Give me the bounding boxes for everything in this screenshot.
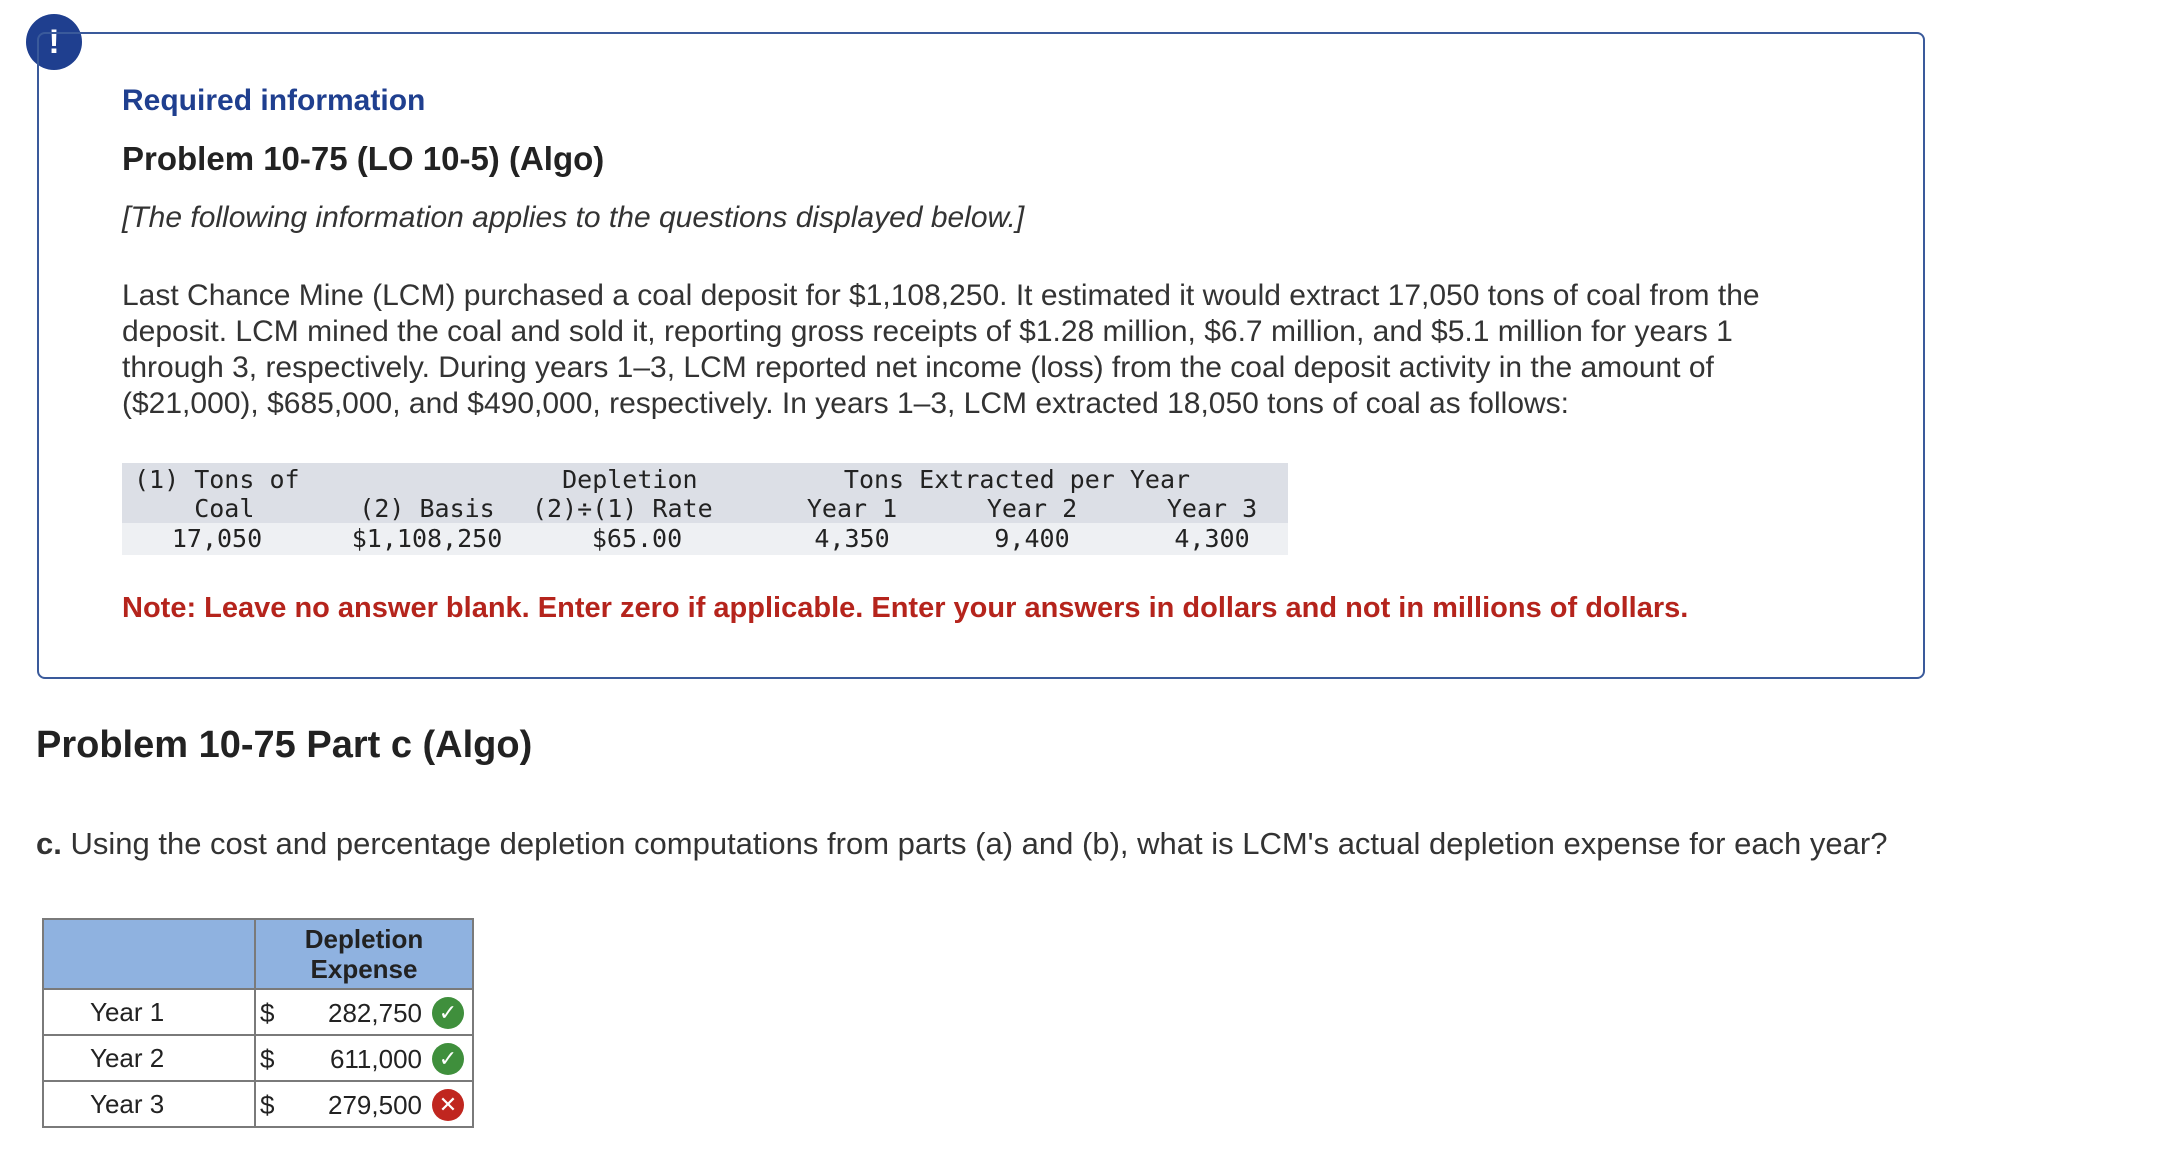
question-prefix: c. (36, 826, 62, 861)
checkmark-icon: ✓ (432, 997, 464, 1029)
answer-table-header-row (43, 919, 473, 989)
checkmark-icon: ✓ (432, 1043, 464, 1075)
problem-description (122, 278, 1842, 422)
extraction-data-table (122, 463, 1288, 555)
problem-title: Problem 10-75 (LO 10-5) (Algo) (122, 140, 605, 177)
currency-symbol: $ (260, 998, 275, 1028)
part-title: Problem 10-75 Part c (Algo) (36, 724, 533, 766)
answer-cell-year-1[interactable] (255, 989, 473, 1035)
cell-year-3: 4,300 (1174, 524, 1250, 553)
cell-depletion-rate: $65.00 (591, 524, 683, 553)
header-depletion-rate: Depletion (2)÷(1) Rate (532, 465, 713, 523)
cell-year-1: 4,350 (814, 524, 890, 553)
row-label-year-1: Year 1 (43, 989, 255, 1035)
answer-row (43, 1081, 473, 1127)
description-line: through 3, respectively. During years 1–3, LCM reported net income (loss) from the coal deposit activity in the amount of (122, 351, 1714, 384)
applies-note: [The following information applies to the questions displayed below.] (122, 201, 1025, 234)
row-label-year-2: Year 2 (43, 1035, 255, 1081)
row-label-year-3: Year 3 (43, 1081, 255, 1127)
answer-input-year-1[interactable]: 282,750 (328, 998, 422, 1028)
cell-tons-of-coal: 17,050 (171, 524, 263, 553)
currency-symbol: $ (260, 1090, 275, 1120)
alert-icon: ! (26, 14, 82, 70)
answer-row (43, 1035, 473, 1081)
extraction-table-row (122, 523, 1288, 555)
header-year-2: Year 2 (986, 494, 1078, 523)
question-body: Using the cost and percentage depletion computations from parts (a) and (b), what is LCM's actual depletion expense for each year? (61, 826, 1888, 861)
answer-row (43, 989, 473, 1035)
header-tons-extracted: Tons Extracted per Year (843, 465, 1191, 494)
x-mark-icon: ✕ (432, 1089, 464, 1121)
depletion-expense-answer-table (42, 918, 474, 1128)
extraction-table-header (122, 463, 1288, 523)
description-line: Last Chance Mine (LCM) purchased a coal deposit for $1,108,250. It estimated it would extract 17,050 tons of coal from the (122, 279, 1760, 312)
description-line: deposit. LCM mined the coal and sold it, reporting gross receipts of $1.28 million, $6.7 million, and $5.1 million for years 1 (122, 315, 1733, 348)
header-year-1: Year 1 (806, 494, 898, 523)
description-line: ($21,000), $685,000, and $490,000, respectively. In years 1–3, LCM extracted 18,050 tons of coal as follows: (122, 387, 1570, 420)
required-information-heading: Required information (122, 84, 426, 117)
question-text (36, 826, 1887, 862)
answer-input-year-3[interactable]: 279,500 (328, 1090, 422, 1120)
answer-cell-year-3[interactable] (255, 1081, 473, 1127)
answer-cell-year-2[interactable] (255, 1035, 473, 1081)
header-year-3: Year 3 (1166, 494, 1258, 523)
answer-table-corner (43, 919, 255, 989)
cell-basis: $1,108,250 (351, 524, 503, 553)
cell-year-2: 9,400 (994, 524, 1070, 553)
header-basis: (2) Basis (359, 494, 495, 523)
currency-symbol: $ (260, 1044, 275, 1074)
answer-input-year-2[interactable]: 611,000 (329, 1044, 422, 1074)
answer-instructions-note: Note: Leave no answer blank. Enter zero if applicable. Enter your answers in dollars and not in millions of dollars. (122, 592, 1689, 624)
depletion-expense-header: Depletion Expense (255, 919, 473, 989)
header-tons-of-coal: (1) Tons of Coal (134, 465, 300, 523)
